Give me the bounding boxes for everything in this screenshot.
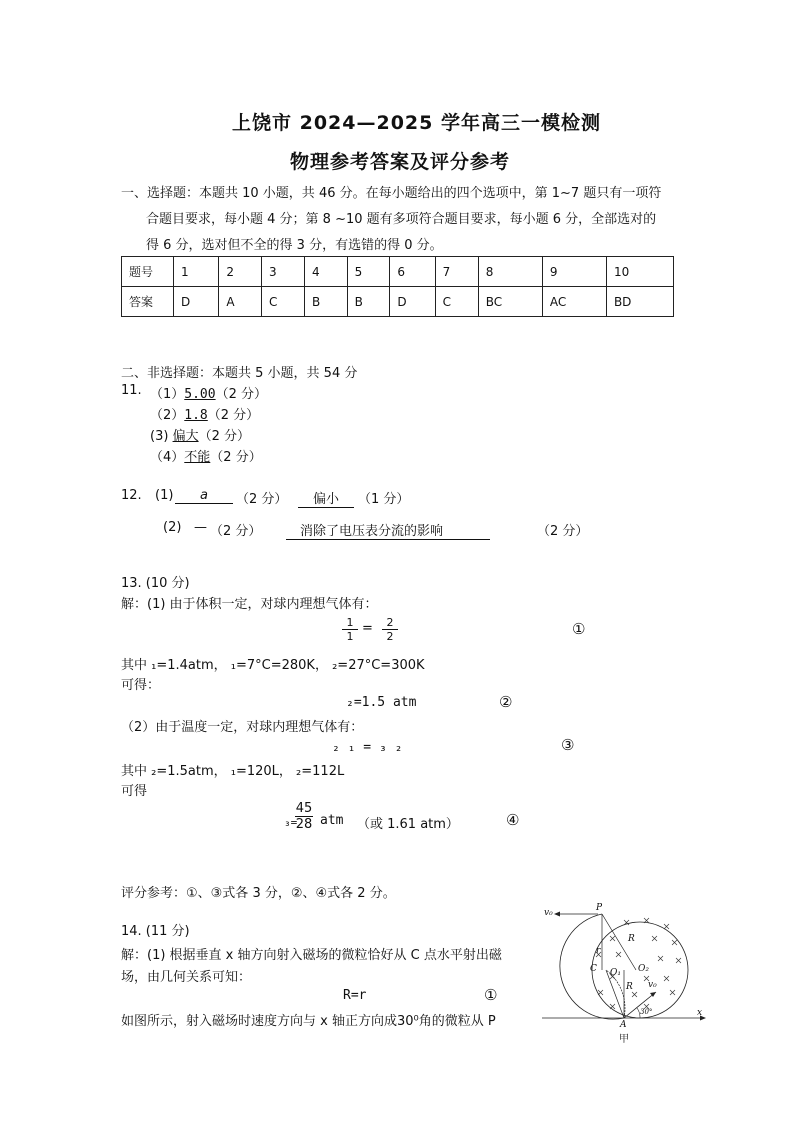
answer-table [121, 256, 674, 317]
q13-line2: 其中 ₁=1.4atm， ₁=7°C=280K， ₂=27°C=300K [121, 658, 425, 673]
q11-part1 [150, 383, 267, 402]
q13-eq1-mark: ① [572, 620, 586, 638]
table-header-cell: 题号 [122, 257, 174, 287]
q11-part1-label: （1） [150, 387, 185, 402]
q11-part4-label: （4） [150, 450, 185, 465]
q11-part2-answer: 1.8 [184, 408, 208, 423]
q11-part4 [150, 446, 262, 465]
section2-heading: 二、非选择题：本题共 5 小题，共 54 分 [121, 366, 358, 381]
table-cell: B [305, 287, 348, 317]
q14-line3: 如图所示，射入磁场时速度方向与 x 轴正方向成30⁰角的微粒从 P [121, 1014, 496, 1029]
table-header-cell: 答案 [122, 287, 174, 317]
q13-eq1-left-denominator: 1 [342, 629, 358, 643]
q13-eq4-fraction [295, 801, 313, 832]
label-r: r [596, 946, 601, 956]
q11-part3-score: （2 分） [198, 429, 250, 444]
table-cell: 5 [347, 257, 390, 287]
table-cell: BC [478, 287, 542, 317]
q12-part1-score: （2 分） [236, 492, 288, 507]
q13-number: 13. (10 分) [121, 576, 190, 591]
table-cell: 3 [261, 257, 304, 287]
q13-eq3: ₂ ₁ = ₃ ₂ [332, 740, 403, 755]
q13-eq4-denominator: 28 [295, 817, 313, 832]
magnetic-field-diagram [540, 896, 706, 1046]
q14-number: 14. (11 分) [121, 924, 190, 939]
q14-eq1: R=r [343, 988, 367, 1003]
q13-scoring: 评分参考：①、③式各 3 分，②、④式各 2 分。 [121, 886, 396, 901]
q13-line5: 其中 ₂=1.5atm， ₁=120L， ₂=112L [121, 764, 345, 779]
table-cell: D [174, 287, 219, 317]
section1-line1: 一、选择题：本题共 10 小题，共 46 分。在每小题给出的四个选项中，第 1~7 题只有一项符 [121, 186, 662, 201]
table-cell: 4 [305, 257, 348, 287]
q11-part1-answer: 5.00 [184, 387, 216, 402]
q12-part2-label: (2) [163, 520, 182, 535]
q11-number: 11. [121, 383, 142, 398]
q12-part2-score: （2 分） [210, 524, 262, 539]
label-C: C [590, 964, 597, 974]
q11-part4-score: （2 分） [210, 450, 262, 465]
q14-line2: 场，由几何关系可知： [121, 970, 252, 985]
q12-part1-label: (1) [155, 488, 174, 503]
table-cell: BD [606, 287, 673, 317]
table-cell: C [435, 287, 478, 317]
label-O1: O₁ [610, 968, 621, 978]
q13-eq2: ₂=1.5 atm [346, 695, 417, 710]
table-cell: A [219, 287, 262, 317]
q13-eq1-right-numerator: 2 [386, 616, 394, 629]
label-v0-right: v₀ [648, 980, 657, 990]
q14-line1: 解：(1) 根据垂直 x 轴方向射入磁场的微粒恰好从 C 点水平射出磁 [121, 948, 502, 963]
label-angle: 30° [640, 1008, 653, 1016]
q11-part2 [150, 404, 259, 423]
q13-eq4-unit: atm [320, 813, 344, 828]
q13-eq1-right-fraction [382, 616, 398, 643]
q12-part2-answer2: 消除了电压表分流的影响 [286, 520, 490, 540]
q13-eq4-prefix: ₃= [284, 816, 298, 829]
q13-line1: 解：(1) 由于体积一定，对球内理想气体有： [121, 597, 378, 612]
q12-part1-answer: a [175, 488, 233, 504]
q13-eq4-mark: ④ [506, 811, 520, 829]
table-cell: C [261, 287, 304, 317]
q13-eq4-numerator: 45 [295, 801, 313, 816]
q13-eq2-mark: ② [499, 693, 513, 711]
q12-part2-answer: — [194, 520, 207, 535]
table-cell: 2 [219, 257, 262, 287]
q14-eq1-mark: ① [484, 986, 498, 1004]
q13-eq1-right-denominator: 2 [382, 629, 398, 643]
q11-part2-score: （2 分） [207, 408, 260, 423]
label-O2: O₂ [638, 964, 649, 974]
label-A: A [620, 1020, 627, 1030]
label-v0-left: v₀ [544, 908, 553, 918]
q11-part3 [150, 425, 250, 444]
table-cell: AC [542, 287, 606, 317]
q11-part4-answer: 不能 [184, 450, 211, 465]
table-cell: D [390, 287, 435, 317]
q11-part3-label: (3) [150, 429, 169, 444]
table-row [122, 257, 674, 287]
label-x: x [697, 1008, 703, 1018]
table-cell: 7 [435, 257, 478, 287]
table-cell: 1 [174, 257, 219, 287]
q12-number: 12. [121, 488, 142, 503]
page-subtitle: 物理参考答案及评分参考 [290, 151, 511, 173]
table-cell: 9 [542, 257, 606, 287]
section1-line3: 得 6 分，选对但不全的得 3 分，有选错的得 0 分。 [146, 238, 443, 253]
q11-part3-answer: 偏大 [172, 429, 199, 444]
section1-line2: 合题目要求，每小题 4 分；第 8 ~10 题有多项符合题目要求，每小题 6 分，全部选对的 [146, 212, 657, 227]
table-row [122, 287, 674, 317]
q11-part2-label: （2） [150, 408, 185, 423]
figure-caption: 甲 [619, 1034, 629, 1045]
q13-eq4-alt: （或 1.61 atm） [357, 817, 459, 832]
page-title: 上饶市 2024—2025 学年高三一模检测 [232, 112, 601, 134]
q13-line4: （2）由于温度一定，对球内理想气体有： [121, 720, 364, 735]
label-R-mid: R [626, 982, 633, 992]
q13-eq1-left-numerator: 1 [346, 616, 354, 629]
q13-eq3-mark: ③ [561, 736, 575, 754]
q12-part2-score2: （2 分） [537, 524, 589, 539]
table-cell: 10 [606, 257, 673, 287]
label-R-top: R [628, 934, 635, 944]
q13-eq1-equals: = [362, 621, 373, 636]
q13-line3: 可得： [121, 678, 161, 693]
table-cell: 8 [478, 257, 542, 287]
q13-line6: 可得 [121, 784, 148, 799]
table-cell: 6 [390, 257, 435, 287]
q12-part1-score2: （1 分） [358, 492, 410, 507]
q13-eq1-left-fraction [342, 616, 358, 643]
q12-part1-answer2: 偏小 [298, 488, 354, 508]
table-cell: B [347, 287, 390, 317]
label-P: P [596, 903, 603, 913]
q11-part1-score: （2 分） [215, 387, 267, 402]
